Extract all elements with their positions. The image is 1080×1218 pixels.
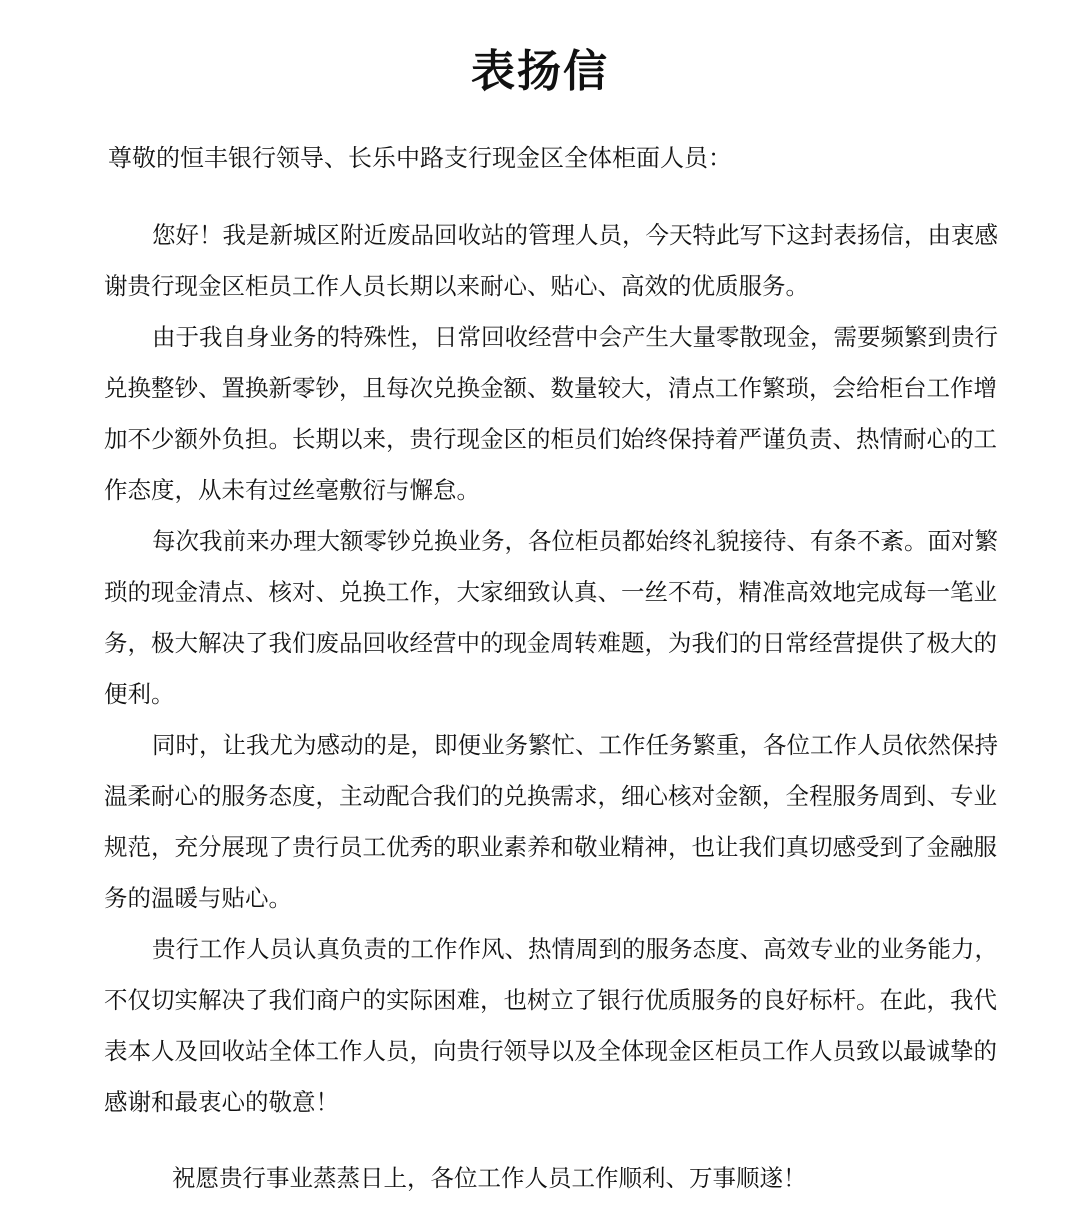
letter-salutation: 尊敬的恒丰银行领导、长乐中路支行现金区全体柜面人员： bbox=[108, 144, 732, 172]
paragraph-thanks: 贵行工作人员认真负责的工作作风、热情周到的服务态度、高效专业的业务能力，不仅切实解决了我们商户的实际困难，也树立了银行优质服务的良好标杆。在此，我代表本人及回收站全体工作人员，向贵行领导以及全体现金区柜员工作人员致以最诚挚的感谢和最衷心的敬意！ bbox=[104, 935, 998, 1116]
paragraph-background: 由于我自身业务的特殊性，日常回收经营中会产生大量零散现金，需要频繁到贵行兑换整钞、置换新零钞，且每次兑换金额、数量较大，清点工作繁琐，会给柜台工作增加不少额外负担。长期以来，贵行现金区的柜员们始终保持着严谨负责、热情耐心的工作态度，从未有过丝毫敷衍与懈怠。 bbox=[104, 323, 998, 504]
letter-body bbox=[104, 210, 1004, 1128]
paragraph-greeting: 您好！我是新城区附近废品回收站的管理人员，今天特此写下这封表扬信，由衷感谢贵行现金区柜员工作人员长期以来耐心、贴心、高效的优质服务。 bbox=[104, 221, 998, 300]
letter-closing: 祝愿贵行事业蒸蒸日上，各位工作人员工作顺利、万事顺遂！ bbox=[172, 1164, 807, 1192]
paragraph-appreciation: 同时，让我尤为感动的是，即便业务繁忙、工作任务繁重，各位工作人员依然保持温柔耐心的服务态度，主动配合我们的兑换需求，细心核对金额，全程服务周到、专业规范，充分展现了贵行员工优秀的职业素养和敬业精神，也让我们真切感受到了金融服务的温暖与贴心。 bbox=[104, 731, 998, 912]
paragraph-service: 每次我前来办理大额零钞兑换业务，各位柜员都始终礼貌接待、有条不紊。面对繁琐的现金清点、核对、兑换工作，大家细致认真、一丝不苟，精准高效地完成每一笔业务，极大解决了我们废品回收经营中的现金周转难题，为我们的日常经营提供了极大的便利。 bbox=[104, 527, 998, 708]
letter-title: 表扬信 bbox=[471, 46, 609, 97]
